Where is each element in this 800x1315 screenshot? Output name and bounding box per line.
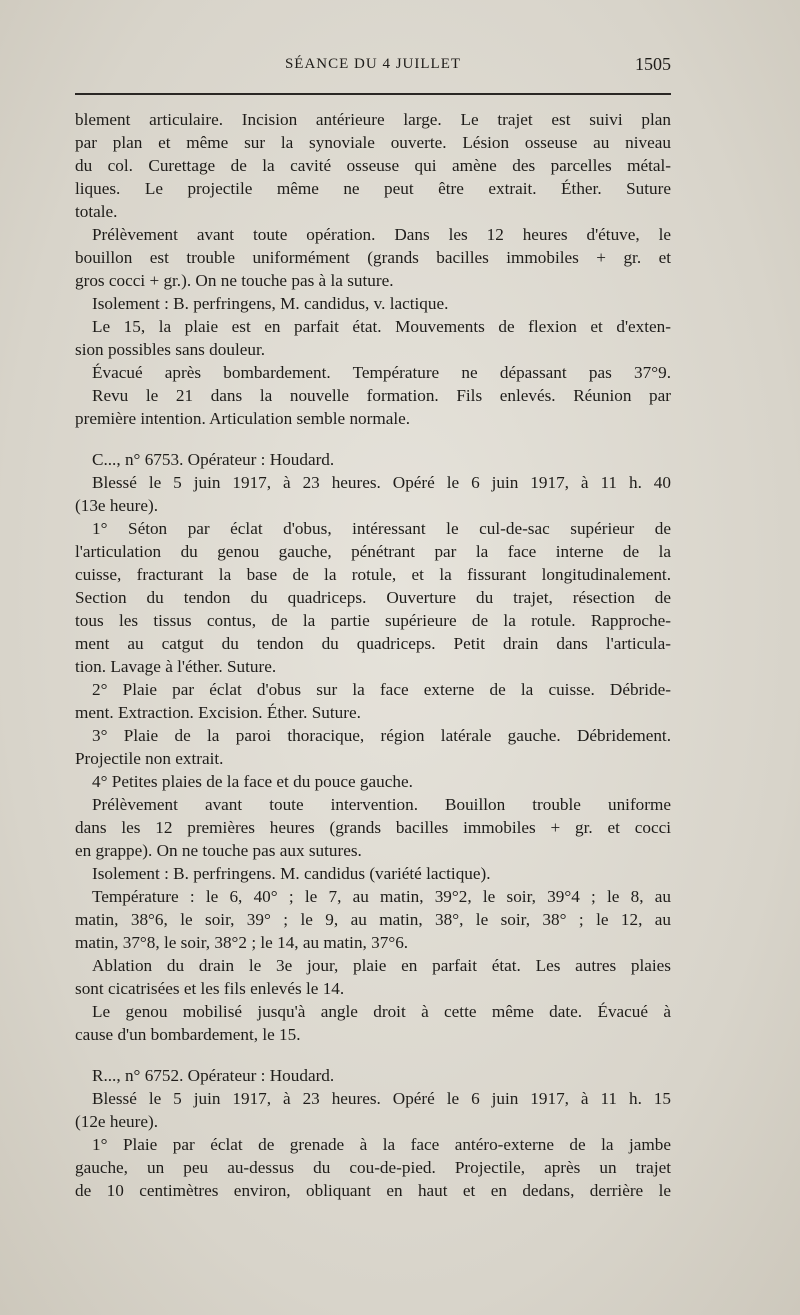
- text-line: Revu le 21 dans la nouvelle formation. Fils enlevés. Réunion par: [92, 386, 671, 405]
- text-line: par plan et même sur la synoviale ouverte. Lésion osseuse au niveau: [75, 133, 671, 152]
- body-text: [75, 108, 671, 1202]
- text-line: matin, 38°6, le soir, 39° ; le 9, au matin, 38°, le soir, 38° ; le 12, au: [75, 910, 671, 929]
- text-line: ment. Extraction. Excision. Éther. Suture.: [75, 703, 361, 722]
- text-line: Section du tendon du quadriceps. Ouverture du trajet, résection de: [75, 588, 671, 607]
- text-line: Évacué après bombardement. Température ne dépassant pas 37°9.: [92, 363, 671, 382]
- text-line: 3° Plaie de la paroi thoracique, région latérale gauche. Débridement.: [92, 726, 671, 745]
- text-line: Le 15, la plaie est en parfait état. Mouvements de flexion et d'exten-: [92, 317, 671, 336]
- text-line: 1° Séton par éclat d'obus, intéressant le cul-de-sac supérieur de: [92, 519, 671, 538]
- header-rule: [75, 93, 671, 95]
- text-line: cause d'un bombardement, le 15.: [75, 1025, 301, 1044]
- page-number: 1505: [635, 54, 671, 74]
- text-line: sion possibles sans douleur.: [75, 340, 266, 359]
- text-line: Prélèvement avant toute intervention. Bouillon trouble uniforme: [92, 795, 671, 814]
- text-line: Isolement : B. perfringens, M. candidus, v. lactique.: [92, 294, 449, 313]
- text-line: matin, 37°8, le soir, 38°2 ; le 14, au matin, 37°6.: [75, 933, 409, 952]
- text-line: liques. Le projectile même ne peut être extrait. Éther. Suture: [75, 179, 671, 198]
- text-line: Ablation du drain le 3e jour, plaie en parfait état. Les autres plaies: [92, 956, 671, 975]
- running-title: SÉANCE DU 4 JUILLET: [284, 56, 462, 72]
- text-line: ment au catgut du tendon du quadriceps. Petit drain dans l'articula-: [75, 634, 671, 653]
- text-line: C..., n° 6753. Opérateur : Houdard.: [92, 450, 335, 469]
- text-line: R..., n° 6752. Opérateur : Houdard.: [92, 1066, 335, 1085]
- text-line: (12e heure).: [75, 1112, 159, 1131]
- text-line: Blessé le 5 juin 1917, à 23 heures. Opéré le 6 juin 1917, à 11 h. 40: [92, 473, 671, 492]
- text-line: sont cicatrisées et les fils enlevés le 14.: [75, 979, 345, 998]
- text-line: blement articulaire. Incision antérieure large. Le trajet est suivi plan: [75, 110, 671, 129]
- text-line: tous les tissus contus, de la partie supérieure de la rotule. Rapproche-: [75, 611, 671, 630]
- text-line: de 10 centimètres environ, obliquant en haut et en dedans, derrière le: [75, 1181, 671, 1200]
- text-line: cuisse, fracturant la base de la rotule, et la fissurant longitudinalement.: [75, 565, 671, 584]
- text-line: en grappe). On ne touche pas aux sutures.: [75, 841, 362, 860]
- text-line: du col. Curettage de la cavité osseuse qui amène des parcelles métal-: [75, 156, 671, 175]
- text-line: (13e heure).: [75, 496, 159, 515]
- text-line: totale.: [75, 202, 118, 221]
- text-line: première intention. Articulation semble normale.: [75, 409, 411, 428]
- text-line: 2° Plaie par éclat d'obus sur la face externe de la cuisse. Débride-: [92, 680, 671, 699]
- text-line: 1° Plaie par éclat de grenade à la face antéro-externe de la jambe: [92, 1135, 671, 1154]
- text-line: Isolement : B. perfringens. M. candidus (variété lactique).: [92, 864, 491, 883]
- text-line: l'articulation du genou gauche, pénétrant par la face interne de la: [75, 542, 671, 561]
- text-line: Prélèvement avant toute opération. Dans les 12 heures d'étuve, le: [92, 225, 671, 244]
- text-line: Température : le 6, 40° ; le 7, au matin, 39°2, le soir, 39°4 ; le 8, au: [92, 887, 671, 906]
- text-line: gros cocci + gr.). On ne touche pas à la suture.: [75, 271, 394, 290]
- text-line: dans les 12 premières heures (grands bacilles immobiles + gr. et cocci: [75, 818, 671, 837]
- text-line: Le genou mobilisé jusqu'à angle droit à cette même date. Évacué à: [92, 1002, 671, 1021]
- text-line: bouillon est trouble uniformément (grands bacilles immobiles + gr. et: [75, 248, 671, 267]
- text-line: Projectile non extrait.: [75, 749, 224, 768]
- section-gap: [75, 430, 671, 448]
- text-line: tion. Lavage à l'éther. Suture.: [75, 657, 277, 676]
- running-header: [75, 50, 671, 80]
- section-gap: [75, 1046, 671, 1064]
- text-line: gauche, un peu au-dessus du cou-de-pied. Projectile, après un trajet: [75, 1158, 671, 1177]
- text-line: Blessé le 5 juin 1917, à 23 heures. Opéré le 6 juin 1917, à 11 h. 15: [92, 1089, 671, 1108]
- text-line: 4° Petites plaies de la face et du pouce gauche.: [92, 772, 413, 791]
